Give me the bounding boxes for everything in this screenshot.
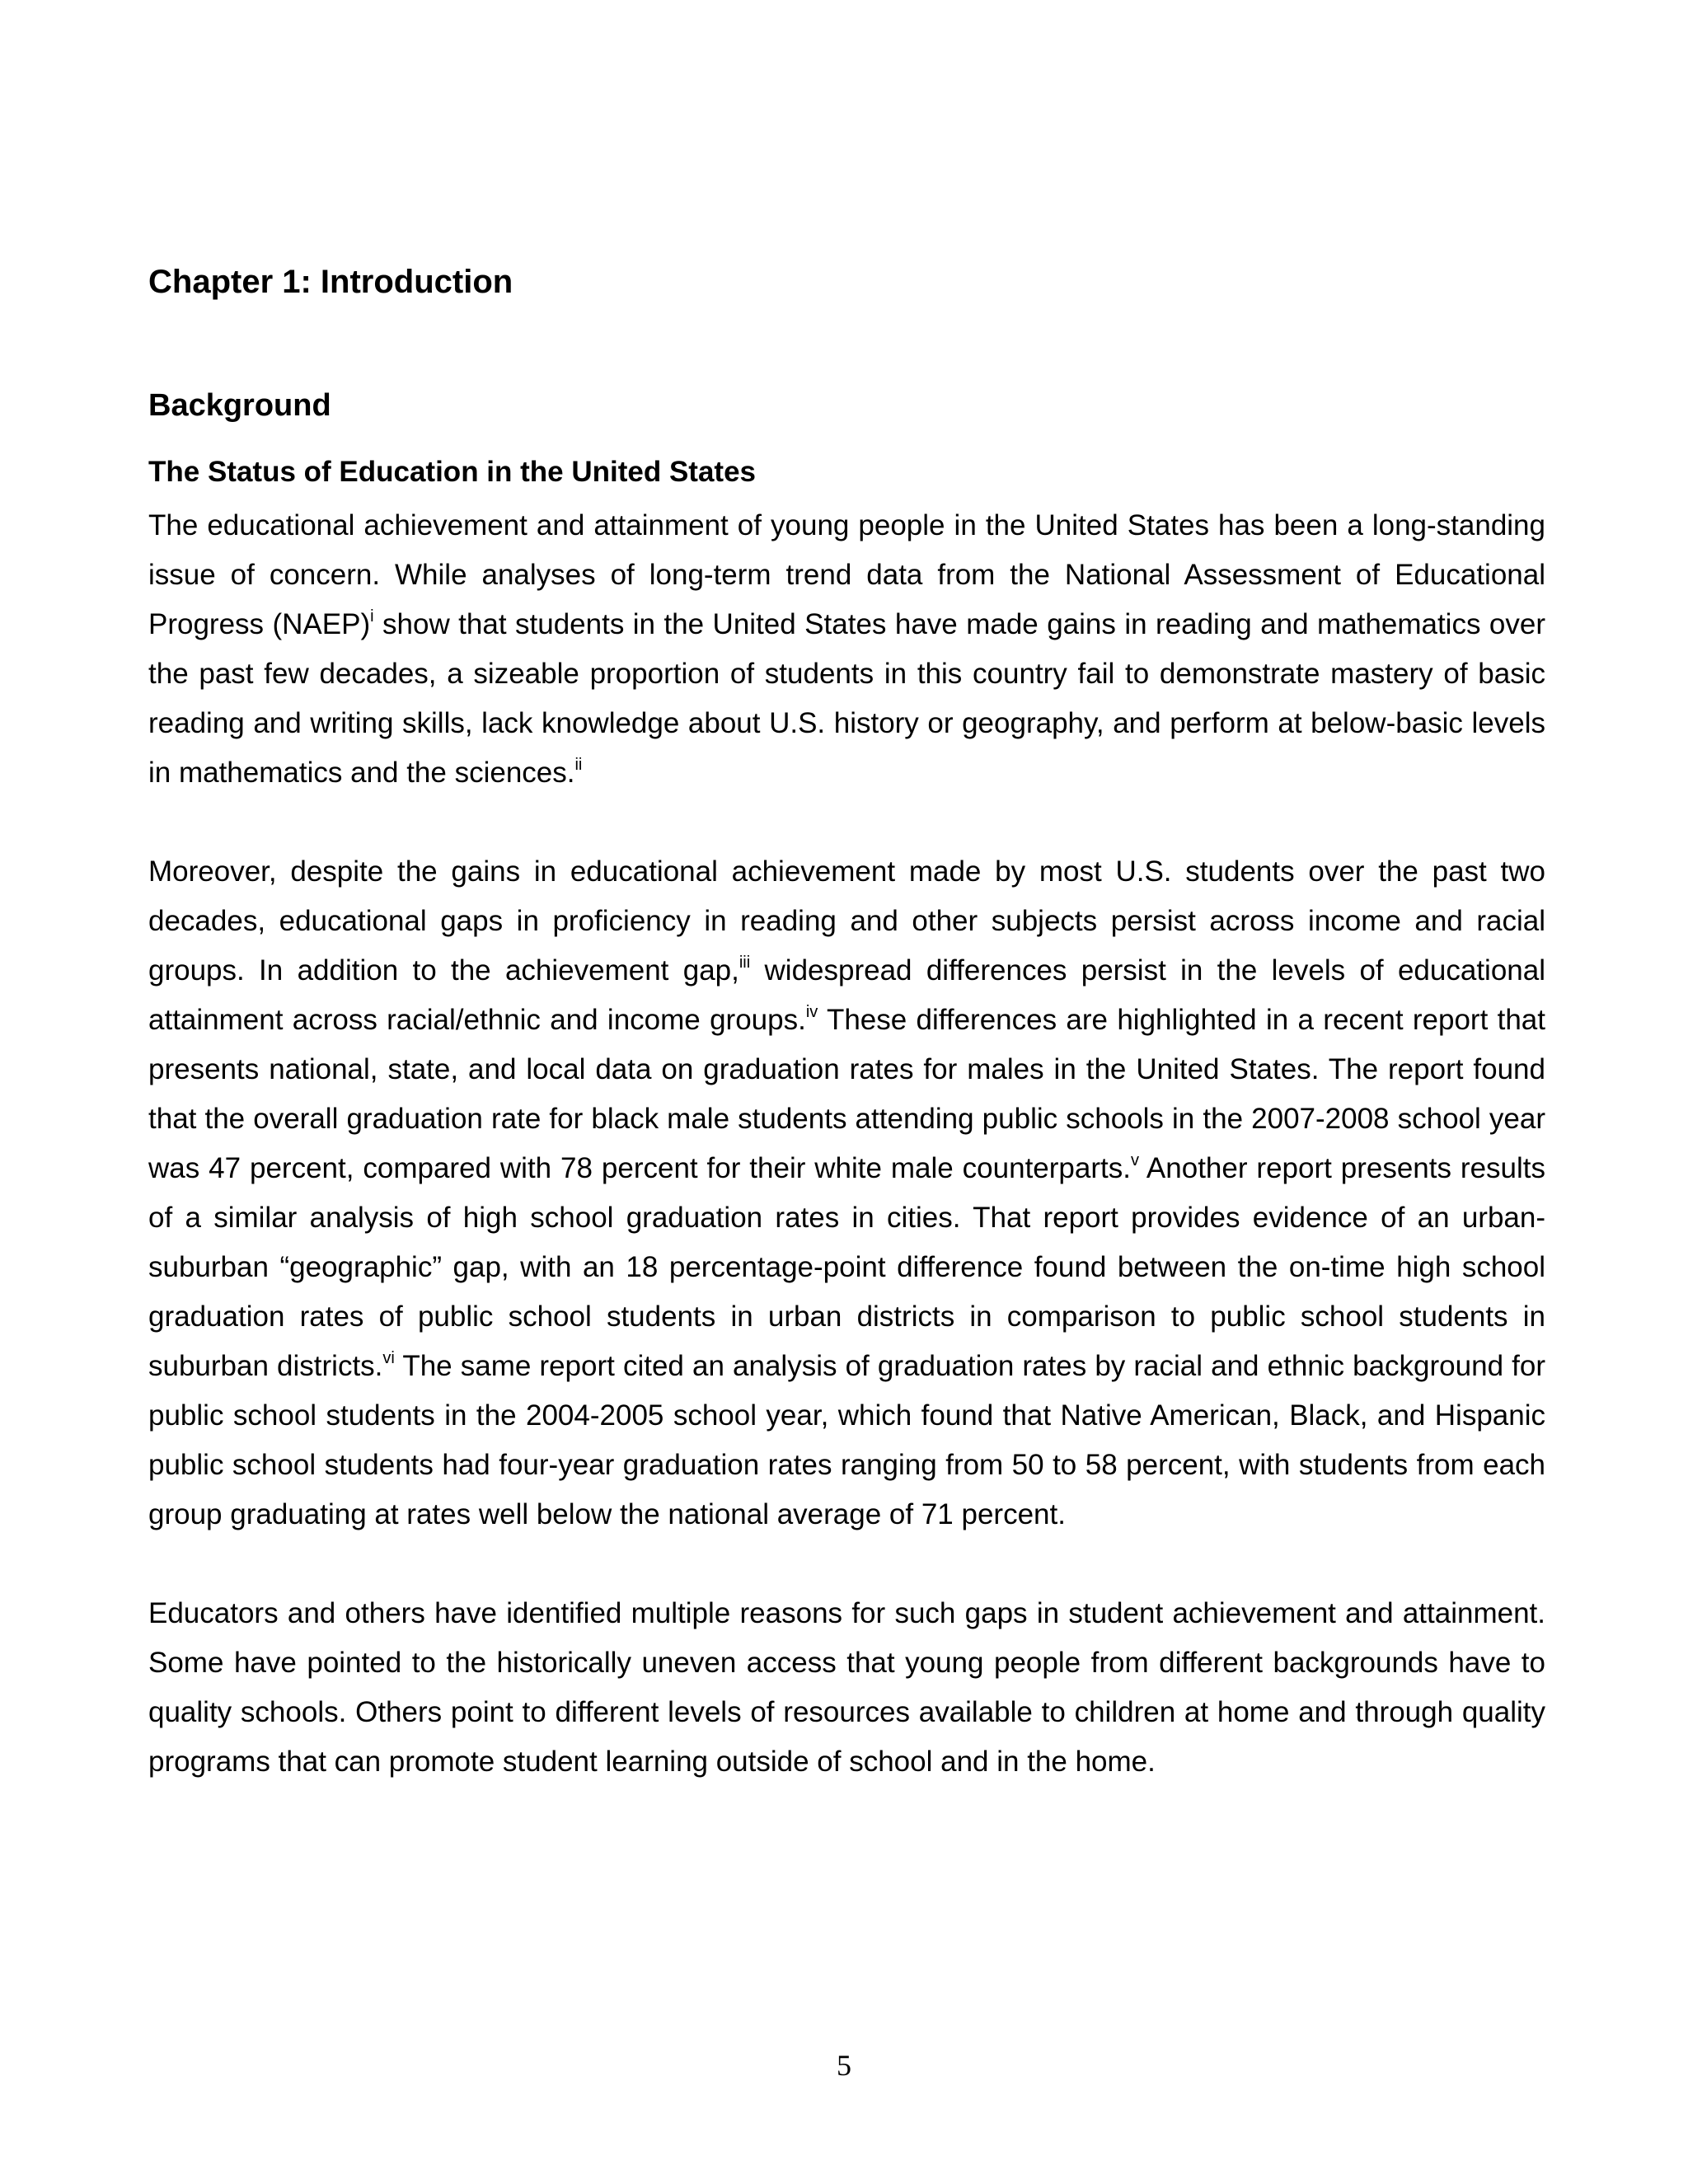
footnote-marker: i <box>370 607 374 626</box>
footnote-marker: iii <box>738 953 751 972</box>
paragraph-status-of-education <box>148 501 1545 798</box>
paragraph-text: These differences are highlighted in a recent report that presents national, state, and local data on graduation rates for males in the United States. The report found that the overall graduation rate for black male students attending public schools in the 2007-2008 school year was 47 percent, compared with 78 percent for their white male counterparts. <box>148 1003 1545 1184</box>
footnote-marker: iv <box>805 1002 818 1021</box>
footnote-marker: v <box>1130 1151 1139 1169</box>
paragraph-text: The same report cited an analysis of graduation rates by racial and ethnic background for public school students in the 2004-2005 school year, which found that Native American, Black, and Hispanic public school students had four-year graduation rates ranging from 50 to 58 percent, with students from each group graduating at rates well below the national average of 71 percent. <box>148 1349 1545 1530</box>
footnote-marker: ii <box>574 755 583 774</box>
page-number: 5 <box>837 2049 851 2082</box>
paragraph-text: widespread differences persist in the levels of educational attainment across racial/ethnic and income groups. <box>148 954 1545 1036</box>
chapter-title: Chapter 1: Introduction <box>148 264 513 300</box>
section-title: Background <box>148 388 331 423</box>
subsection-title: The Status of Education in the United States <box>148 455 756 488</box>
paragraph-achievement-gaps <box>148 847 1545 1540</box>
paragraph-text: Moreover, despite the gains in educational achievement made by most U.S. students over the past two decades, educational gaps in proficiency in reading and other subjects persist across income and racial groups. In addition to the achievement gap, <box>148 855 1545 987</box>
paragraph-text: Another report presents results of a similar analysis of high school graduation rates in cities. That report provides evidence of an urban-suburban “geographic” gap, with an 18 percentage-point difference found between the on-time high school graduation rates of public school students in urban districts in comparison to public school students in suburban districts. <box>148 1151 1545 1382</box>
footnote-marker: vi <box>382 1348 395 1367</box>
paragraph-text: show that students in the United States have made gains in reading and mathematics over the past few decades, a sizeable proportion of students in this country fail to demonstrate mastery of basic reading and writing skills, lack knowledge about U.S. history or geography, and perform at below-basic levels in mathematics and the sciences. <box>148 607 1545 789</box>
paragraph-text: The educational achievement and attainment of young people in the United States has been a long-standing issue of concern. While analyses of long-term trend data from the National Assessment of Educational Progress (NAEP) <box>148 509 1545 640</box>
paragraph-reasons-for-gaps: Educators and others have identified multiple reasons for such gaps in student achievement and attainment. Some have pointed to the historically uneven access that young people from different backgrounds have to quality schools. Others point to different levels of resources available to children at home and through quality programs that can promote student learning outside of school and in the home. <box>148 1596 1545 1778</box>
page-content <box>148 262 1545 1787</box>
